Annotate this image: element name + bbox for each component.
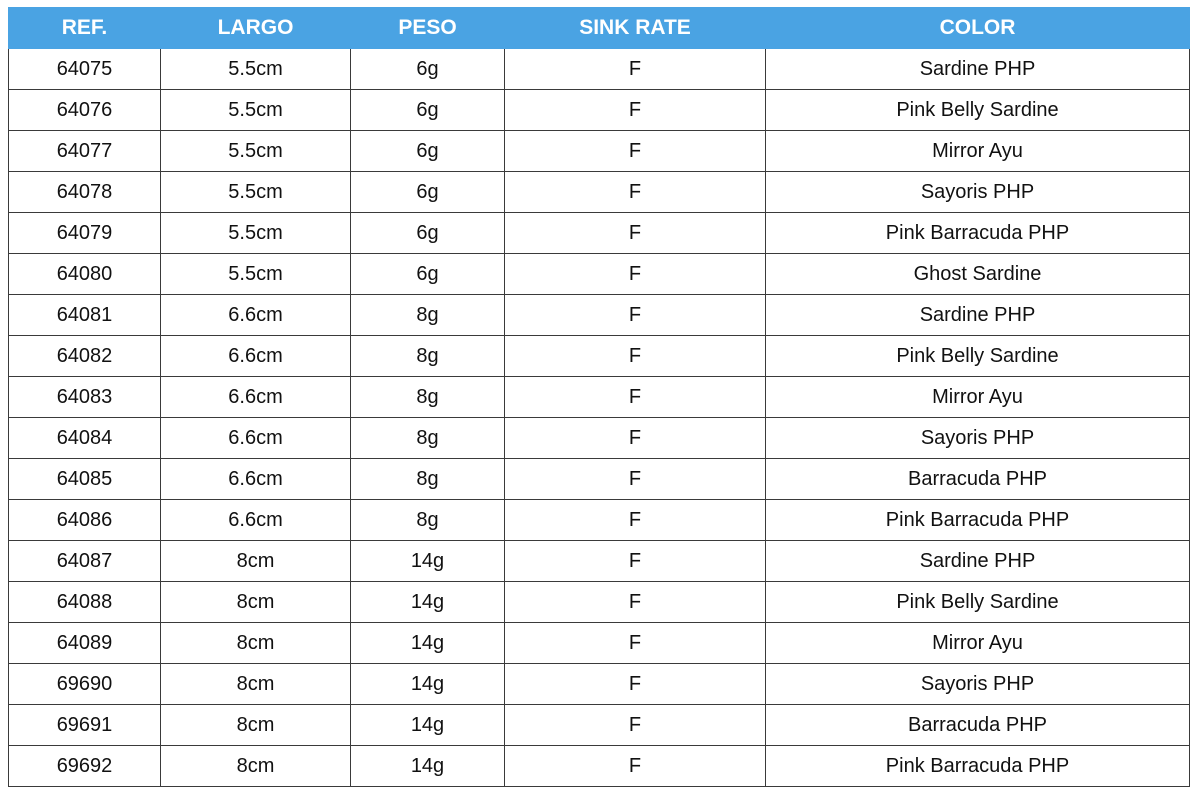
cell-largo: 6.6cm (161, 500, 351, 541)
table-row (9, 336, 1190, 377)
table-header (9, 8, 1190, 49)
cell-color: Sayoris PHP (766, 418, 1190, 459)
cell-sink-rate: F (505, 459, 766, 500)
cell-sink-rate: F (505, 90, 766, 131)
cell-ref: 69690 (9, 664, 161, 705)
cell-largo: 8cm (161, 541, 351, 582)
cell-ref: 69692 (9, 746, 161, 787)
cell-color: Pink Barracuda PHP (766, 213, 1190, 254)
cell-color: Pink Belly Sardine (766, 90, 1190, 131)
cell-peso: 14g (351, 664, 505, 705)
cell-largo: 5.5cm (161, 254, 351, 295)
header-peso: PESO (351, 8, 505, 49)
header-ref: REF. (9, 8, 161, 49)
table-row (9, 705, 1190, 746)
cell-largo: 6.6cm (161, 336, 351, 377)
table-row (9, 90, 1190, 131)
cell-peso: 8g (351, 295, 505, 336)
cell-sink-rate: F (505, 623, 766, 664)
table-body (9, 49, 1190, 787)
table-row (9, 172, 1190, 213)
table-row (9, 623, 1190, 664)
cell-peso: 6g (351, 90, 505, 131)
cell-color: Pink Barracuda PHP (766, 500, 1190, 541)
product-spec-table (8, 7, 1190, 787)
table-row (9, 459, 1190, 500)
cell-largo: 6.6cm (161, 418, 351, 459)
cell-peso: 8g (351, 377, 505, 418)
cell-largo: 5.5cm (161, 172, 351, 213)
cell-peso: 8g (351, 336, 505, 377)
cell-peso: 14g (351, 623, 505, 664)
table-row (9, 254, 1190, 295)
cell-color: Sardine PHP (766, 295, 1190, 336)
cell-peso: 14g (351, 746, 505, 787)
cell-ref: 64086 (9, 500, 161, 541)
table-row (9, 49, 1190, 90)
cell-ref: 64085 (9, 459, 161, 500)
cell-peso: 8g (351, 418, 505, 459)
cell-sink-rate: F (505, 49, 766, 90)
cell-peso: 6g (351, 254, 505, 295)
cell-color: Pink Belly Sardine (766, 336, 1190, 377)
cell-ref: 64078 (9, 172, 161, 213)
cell-ref: 64081 (9, 295, 161, 336)
cell-sink-rate: F (505, 541, 766, 582)
cell-peso: 6g (351, 49, 505, 90)
cell-ref: 69691 (9, 705, 161, 746)
cell-color: Sardine PHP (766, 541, 1190, 582)
cell-ref: 64088 (9, 582, 161, 623)
cell-largo: 8cm (161, 705, 351, 746)
cell-peso: 6g (351, 131, 505, 172)
cell-color: Pink Belly Sardine (766, 582, 1190, 623)
cell-sink-rate: F (505, 664, 766, 705)
cell-peso: 14g (351, 705, 505, 746)
cell-largo: 5.5cm (161, 90, 351, 131)
cell-ref: 64089 (9, 623, 161, 664)
cell-sink-rate: F (505, 131, 766, 172)
cell-sink-rate: F (505, 172, 766, 213)
cell-color: Ghost Sardine (766, 254, 1190, 295)
cell-peso: 6g (351, 172, 505, 213)
header-color: COLOR (766, 8, 1190, 49)
cell-color: Pink Barracuda PHP (766, 746, 1190, 787)
cell-color: Mirror Ayu (766, 131, 1190, 172)
cell-ref: 64079 (9, 213, 161, 254)
cell-peso: 14g (351, 582, 505, 623)
cell-peso: 6g (351, 213, 505, 254)
cell-ref: 64084 (9, 418, 161, 459)
cell-color: Sayoris PHP (766, 172, 1190, 213)
cell-peso: 14g (351, 541, 505, 582)
cell-sink-rate: F (505, 746, 766, 787)
cell-largo: 5.5cm (161, 213, 351, 254)
cell-largo: 5.5cm (161, 49, 351, 90)
table-row (9, 500, 1190, 541)
table-row (9, 213, 1190, 254)
table-row (9, 746, 1190, 787)
cell-sink-rate: F (505, 582, 766, 623)
cell-color: Mirror Ayu (766, 623, 1190, 664)
cell-sink-rate: F (505, 418, 766, 459)
cell-sink-rate: F (505, 295, 766, 336)
cell-largo: 8cm (161, 623, 351, 664)
cell-peso: 8g (351, 459, 505, 500)
cell-ref: 64076 (9, 90, 161, 131)
table-row (9, 418, 1190, 459)
cell-color: Sayoris PHP (766, 664, 1190, 705)
header-sink-rate: SINK RATE (505, 8, 766, 49)
cell-ref: 64075 (9, 49, 161, 90)
cell-sink-rate: F (505, 377, 766, 418)
table-row (9, 541, 1190, 582)
header-largo: LARGO (161, 8, 351, 49)
table-row (9, 295, 1190, 336)
cell-color: Sardine PHP (766, 49, 1190, 90)
cell-sink-rate: F (505, 500, 766, 541)
table-row (9, 131, 1190, 172)
cell-largo: 6.6cm (161, 377, 351, 418)
cell-ref: 64083 (9, 377, 161, 418)
cell-ref: 64080 (9, 254, 161, 295)
cell-ref: 64082 (9, 336, 161, 377)
cell-largo: 8cm (161, 582, 351, 623)
cell-sink-rate: F (505, 336, 766, 377)
cell-color: Barracuda PHP (766, 459, 1190, 500)
cell-color: Barracuda PHP (766, 705, 1190, 746)
cell-largo: 8cm (161, 746, 351, 787)
cell-sink-rate: F (505, 213, 766, 254)
cell-ref: 64077 (9, 131, 161, 172)
cell-ref: 64087 (9, 541, 161, 582)
table-row (9, 377, 1190, 418)
table-row (9, 664, 1190, 705)
cell-color: Mirror Ayu (766, 377, 1190, 418)
header-row (9, 8, 1190, 49)
cell-peso: 8g (351, 500, 505, 541)
cell-largo: 6.6cm (161, 295, 351, 336)
table-row (9, 582, 1190, 623)
cell-largo: 8cm (161, 664, 351, 705)
cell-largo: 6.6cm (161, 459, 351, 500)
cell-sink-rate: F (505, 705, 766, 746)
cell-sink-rate: F (505, 254, 766, 295)
cell-largo: 5.5cm (161, 131, 351, 172)
